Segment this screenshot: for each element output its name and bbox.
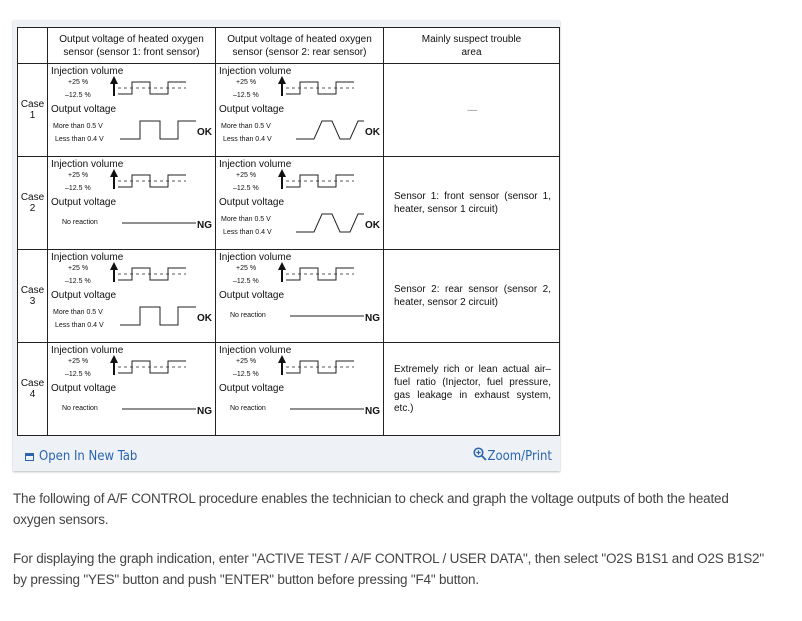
minus-12-5-label: –12.5 % bbox=[233, 92, 259, 99]
plus-25-label: +25 % bbox=[68, 79, 89, 86]
injection-volume-label: Injection volume bbox=[219, 345, 292, 356]
less-than-label: Less than 0.4 V bbox=[55, 322, 104, 329]
output-voltage-label: Output voltage bbox=[219, 197, 285, 208]
injection-volume-label: Injection volume bbox=[51, 159, 124, 170]
minus-12-5-label: –12.5 % bbox=[65, 92, 91, 99]
header-sensor1 bbox=[48, 28, 216, 64]
sensor-output-table bbox=[17, 27, 560, 436]
waveform-cell-sensor2 bbox=[216, 64, 384, 157]
result-badge: OK bbox=[197, 127, 212, 138]
result-badge: NG bbox=[365, 313, 380, 324]
header-sensor2-text: Output voltage of heated oxygen sensor (sensor 2: rear sensor) bbox=[227, 33, 372, 58]
zoom-print-label: Zoom/Print bbox=[487, 449, 552, 464]
injection-volume-label: Injection volume bbox=[51, 252, 124, 263]
output-voltage-label: Output voltage bbox=[219, 383, 285, 394]
output-voltage-label: Output voltage bbox=[219, 290, 285, 301]
case-label: Case 3 bbox=[18, 250, 48, 343]
figure-footer bbox=[13, 444, 560, 468]
waveform-cell-sensor2 bbox=[216, 343, 384, 436]
result-badge: OK bbox=[365, 127, 380, 138]
waveform-cell-sensor1 bbox=[48, 157, 216, 250]
plus-25-label: +25 % bbox=[68, 172, 89, 179]
injection-volume-label: Injection volume bbox=[219, 66, 292, 77]
no-reaction-label: No reaction bbox=[62, 219, 98, 226]
output-voltage-label: Output voltage bbox=[51, 383, 117, 394]
waveform-cell-sensor1 bbox=[48, 250, 216, 343]
paragraph-instructions: For displaying the graph indication, enter "ACTIVE TEST / A/F CONTROL / USER DATA", then select "O2S B1S1 and O2S B1S2" by pressing "YES" button and push "ENTER" button before pressing "F4" button. bbox=[13, 551, 764, 587]
more-than-label: More than 0.5 V bbox=[53, 123, 103, 130]
no-reaction-label: No reaction bbox=[62, 405, 98, 412]
result-badge: OK bbox=[197, 313, 212, 324]
zoom-in-icon bbox=[473, 447, 487, 461]
minus-12-5-label: –12.5 % bbox=[65, 371, 91, 378]
minus-12-5-label: –12.5 % bbox=[65, 278, 91, 285]
waveform-cell-sensor2 bbox=[216, 157, 384, 250]
result-badge: NG bbox=[365, 406, 380, 417]
waveform-cell-sensor2 bbox=[216, 250, 384, 343]
zoom-print-link[interactable] bbox=[473, 447, 552, 464]
plus-25-label: +25 % bbox=[68, 358, 89, 365]
open-in-new-tab-label: Open In New Tab bbox=[39, 449, 138, 464]
case-label: Case 4 bbox=[18, 343, 48, 436]
output-voltage-label: Output voltage bbox=[51, 104, 117, 115]
minus-12-5-label: –12.5 % bbox=[233, 278, 259, 285]
header-sensor2 bbox=[216, 28, 384, 64]
table-header-row bbox=[18, 28, 560, 64]
trouble-area-cell bbox=[384, 343, 560, 436]
less-than-label: Less than 0.4 V bbox=[223, 136, 272, 143]
trouble-area-text: Sensor 2: rear sensor (sensor 2, heater, sensor 2 circuit) bbox=[394, 284, 551, 308]
trouble-area-cell bbox=[384, 157, 560, 250]
header-trouble-area bbox=[384, 28, 560, 64]
plus-25-label: +25 % bbox=[236, 265, 257, 272]
table-row bbox=[18, 64, 560, 157]
trouble-area-text: Extremely rich or lean actual air–fuel ratio (Injector, fuel pressure, gas leakage in exhaust system, etc.) bbox=[394, 364, 551, 414]
no-reaction-label: No reaction bbox=[230, 312, 266, 319]
waveform-cell-sensor1 bbox=[48, 343, 216, 436]
less-than-label: Less than 0.4 V bbox=[223, 229, 272, 236]
plus-25-label: +25 % bbox=[236, 79, 257, 86]
injection-volume-label: Injection volume bbox=[219, 159, 292, 170]
header-case bbox=[18, 28, 48, 64]
table-row bbox=[18, 343, 560, 436]
waveform-cell-sensor1 bbox=[48, 64, 216, 157]
output-voltage-label: Output voltage bbox=[51, 197, 117, 208]
plus-25-label: +25 % bbox=[236, 358, 257, 365]
output-voltage-label: Output voltage bbox=[51, 290, 117, 301]
open-new-tab-icon bbox=[25, 453, 34, 461]
table-row bbox=[18, 250, 560, 343]
header-trouble-area-text: Mainly suspect trouble area bbox=[421, 33, 522, 58]
minus-12-5-label: –12.5 % bbox=[65, 185, 91, 192]
figure-container bbox=[13, 20, 560, 471]
more-than-label: More than 0.5 V bbox=[221, 216, 271, 223]
less-than-label: Less than 0.4 V bbox=[55, 136, 104, 143]
table-row bbox=[18, 157, 560, 250]
minus-12-5-label: –12.5 % bbox=[233, 185, 259, 192]
plus-25-label: +25 % bbox=[68, 265, 89, 272]
injection-volume-label: Injection volume bbox=[51, 66, 124, 77]
trouble-area-cell bbox=[384, 250, 560, 343]
case-label: Case 1 bbox=[18, 64, 48, 157]
trouble-area-text: Sensor 1: front sensor (sensor 1, heater, sensor 1 circuit) bbox=[394, 191, 551, 215]
injection-volume-label: Injection volume bbox=[51, 345, 124, 356]
plus-25-label: +25 % bbox=[236, 172, 257, 179]
output-voltage-label: Output voltage bbox=[219, 104, 285, 115]
injection-volume-label: Injection volume bbox=[219, 252, 292, 263]
trouble-area-cell bbox=[384, 64, 560, 157]
case-label: Case 2 bbox=[18, 157, 48, 250]
trouble-area-text: — bbox=[467, 104, 478, 116]
result-badge: NG bbox=[197, 220, 212, 231]
minus-12-5-label: –12.5 % bbox=[233, 371, 259, 378]
more-than-label: More than 0.5 V bbox=[221, 123, 271, 130]
open-in-new-tab-link[interactable] bbox=[25, 449, 137, 464]
paragraph-intro: The following of A/F CONTROL procedure enables the technician to check and graph the voltage outputs of both the heated oxygen sensors. bbox=[13, 491, 729, 527]
more-than-label: More than 0.5 V bbox=[53, 309, 103, 316]
result-badge: OK bbox=[365, 220, 380, 231]
header-sensor1-text: Output voltage of heated oxygen sensor (sensor 1: front sensor) bbox=[59, 33, 204, 58]
result-badge: NG bbox=[197, 406, 212, 417]
no-reaction-label: No reaction bbox=[230, 405, 266, 412]
